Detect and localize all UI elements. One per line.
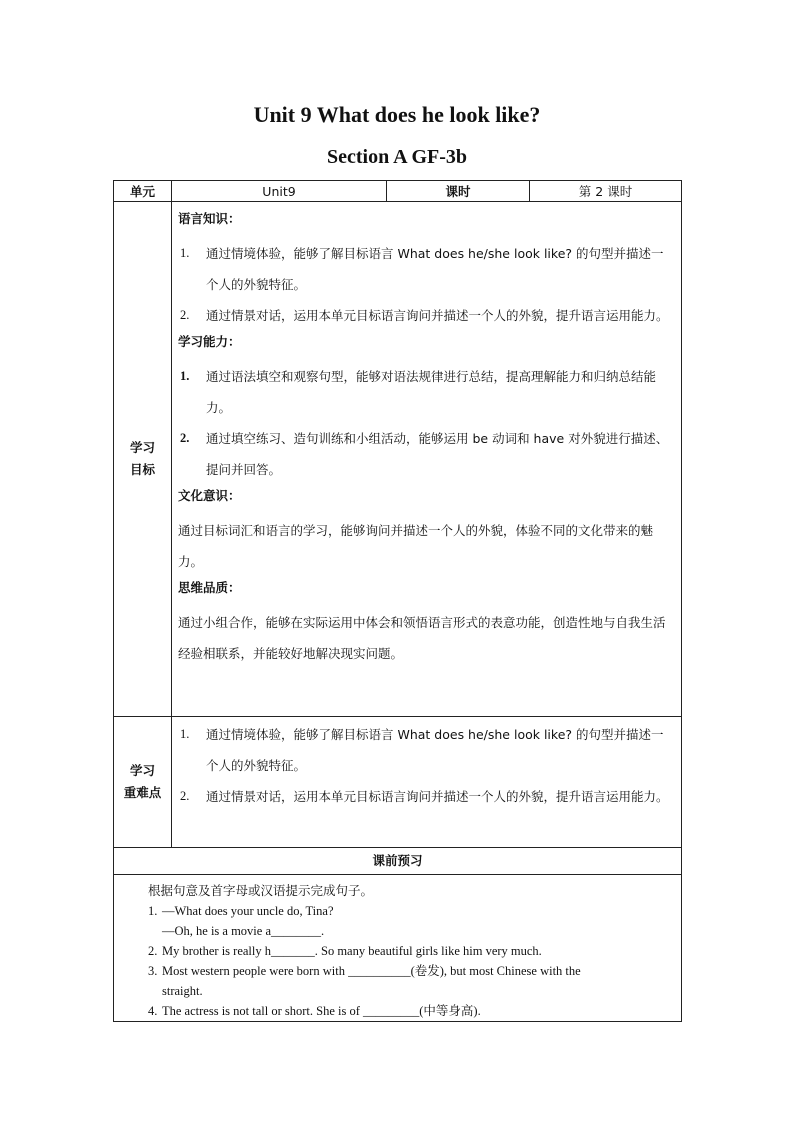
item-number: 2. <box>180 308 190 322</box>
question-number: 4. <box>148 1004 158 1018</box>
period-label: 课时 <box>387 181 530 202</box>
preview-content-row <box>114 875 682 1022</box>
preview-question <box>148 941 671 961</box>
preview-heading-row <box>114 848 682 875</box>
item-text: 通过情景对话，运用本单元目标语言询问并描述一个人的外貌，提升语言运用能力。 <box>206 789 669 804</box>
language-item <box>178 238 675 300</box>
question-line: Most western people were born with __________(卷发), but most Chinese with the <box>162 964 581 978</box>
item-text: 通过填空练习、造句训练和小组活动，能够运用 be 动词和 have 对外貌进行描述、提问并回答。 <box>206 431 669 477</box>
header-row <box>114 181 682 202</box>
objectives-content <box>172 202 682 717</box>
item-text: 通过情境体验，能够了解目标语言 What does he/she look like? 的句型并描述一个人的外貌特征。 <box>206 246 664 292</box>
thinking-text: 通过小组合作，能够在实际运用中体会和领悟语言形式的表意功能，创造性地与自我生活经验相联系，并能较好地解决现实问题。 <box>178 615 666 661</box>
culture-heading: 文化意识： <box>178 488 241 503</box>
language-heading: 语言知识： <box>178 211 241 226</box>
ability-item <box>178 423 675 485</box>
thinking-heading: 思维品质： <box>178 580 241 595</box>
item-number: 2. <box>180 789 190 803</box>
key-points-row <box>114 717 682 848</box>
unit-label: 单元 <box>114 181 172 202</box>
objectives-label-line2: 目标 <box>129 462 155 477</box>
preview-question <box>148 961 671 1001</box>
objectives-label <box>114 202 172 717</box>
preview-content <box>114 875 682 1022</box>
question-line: The actress is not tall or short. She is of _________(中等身高). <box>162 1004 481 1018</box>
ability-item <box>178 361 675 423</box>
objectives-label-line1: 学习 <box>129 440 155 455</box>
item-number: 1. <box>180 727 190 741</box>
item-number: 1. <box>180 246 190 260</box>
question-line-2: —Oh, he is a movie a________. <box>162 924 325 938</box>
question-number: 2. <box>148 944 158 958</box>
preview-question <box>148 1001 671 1021</box>
key-point-item <box>178 719 675 781</box>
question-line: My brother is really h_______. So many beautiful girls like him very much. <box>162 944 542 958</box>
item-number: 1. <box>180 369 190 383</box>
key-point-item <box>178 781 675 812</box>
key-points-label-line2: 重难点 <box>123 785 162 800</box>
preview-instruction: 根据句意及首字母或汉语提示完成句子。 <box>148 883 374 898</box>
period-value: 第 2 课时 <box>530 181 682 202</box>
unit-value: Unit9 <box>172 181 387 202</box>
lesson-plan-table <box>113 180 682 1022</box>
language-item <box>178 300 675 331</box>
key-points-content <box>172 717 682 848</box>
preview-question <box>148 901 671 941</box>
document-title: Unit 9 What does he look like? <box>253 102 541 127</box>
key-points-label-line1: 学习 <box>129 763 155 778</box>
item-text: 通过语法填空和观察句型，能够对语法规律进行总结，提高理解能力和归纳总结能力。 <box>206 369 657 415</box>
item-text: 通过情境体验，能够了解目标语言 What does he/she look like? 的句型并描述一个人的外貌特征。 <box>206 727 664 773</box>
preview-heading: 课前预习 <box>114 848 682 875</box>
question-line-2: straight. <box>162 984 203 998</box>
culture-text: 通过目标词汇和语言的学习，能够询问并描述一个人的外貌，体验不同的文化带来的魅力。 <box>178 523 654 569</box>
question-number: 3. <box>148 964 158 978</box>
question-line: —What does your uncle do, Tina? <box>162 904 334 918</box>
ability-heading: 学习能力： <box>178 334 241 349</box>
item-number: 2. <box>180 431 190 445</box>
section-subtitle: Section A GF-3b <box>326 146 467 168</box>
key-points-label <box>114 717 172 848</box>
objectives-row <box>114 202 682 717</box>
item-text: 通过情景对话，运用本单元目标语言询问并描述一个人的外貌，提升语言运用能力。 <box>206 308 669 323</box>
question-number: 1. <box>148 904 158 918</box>
